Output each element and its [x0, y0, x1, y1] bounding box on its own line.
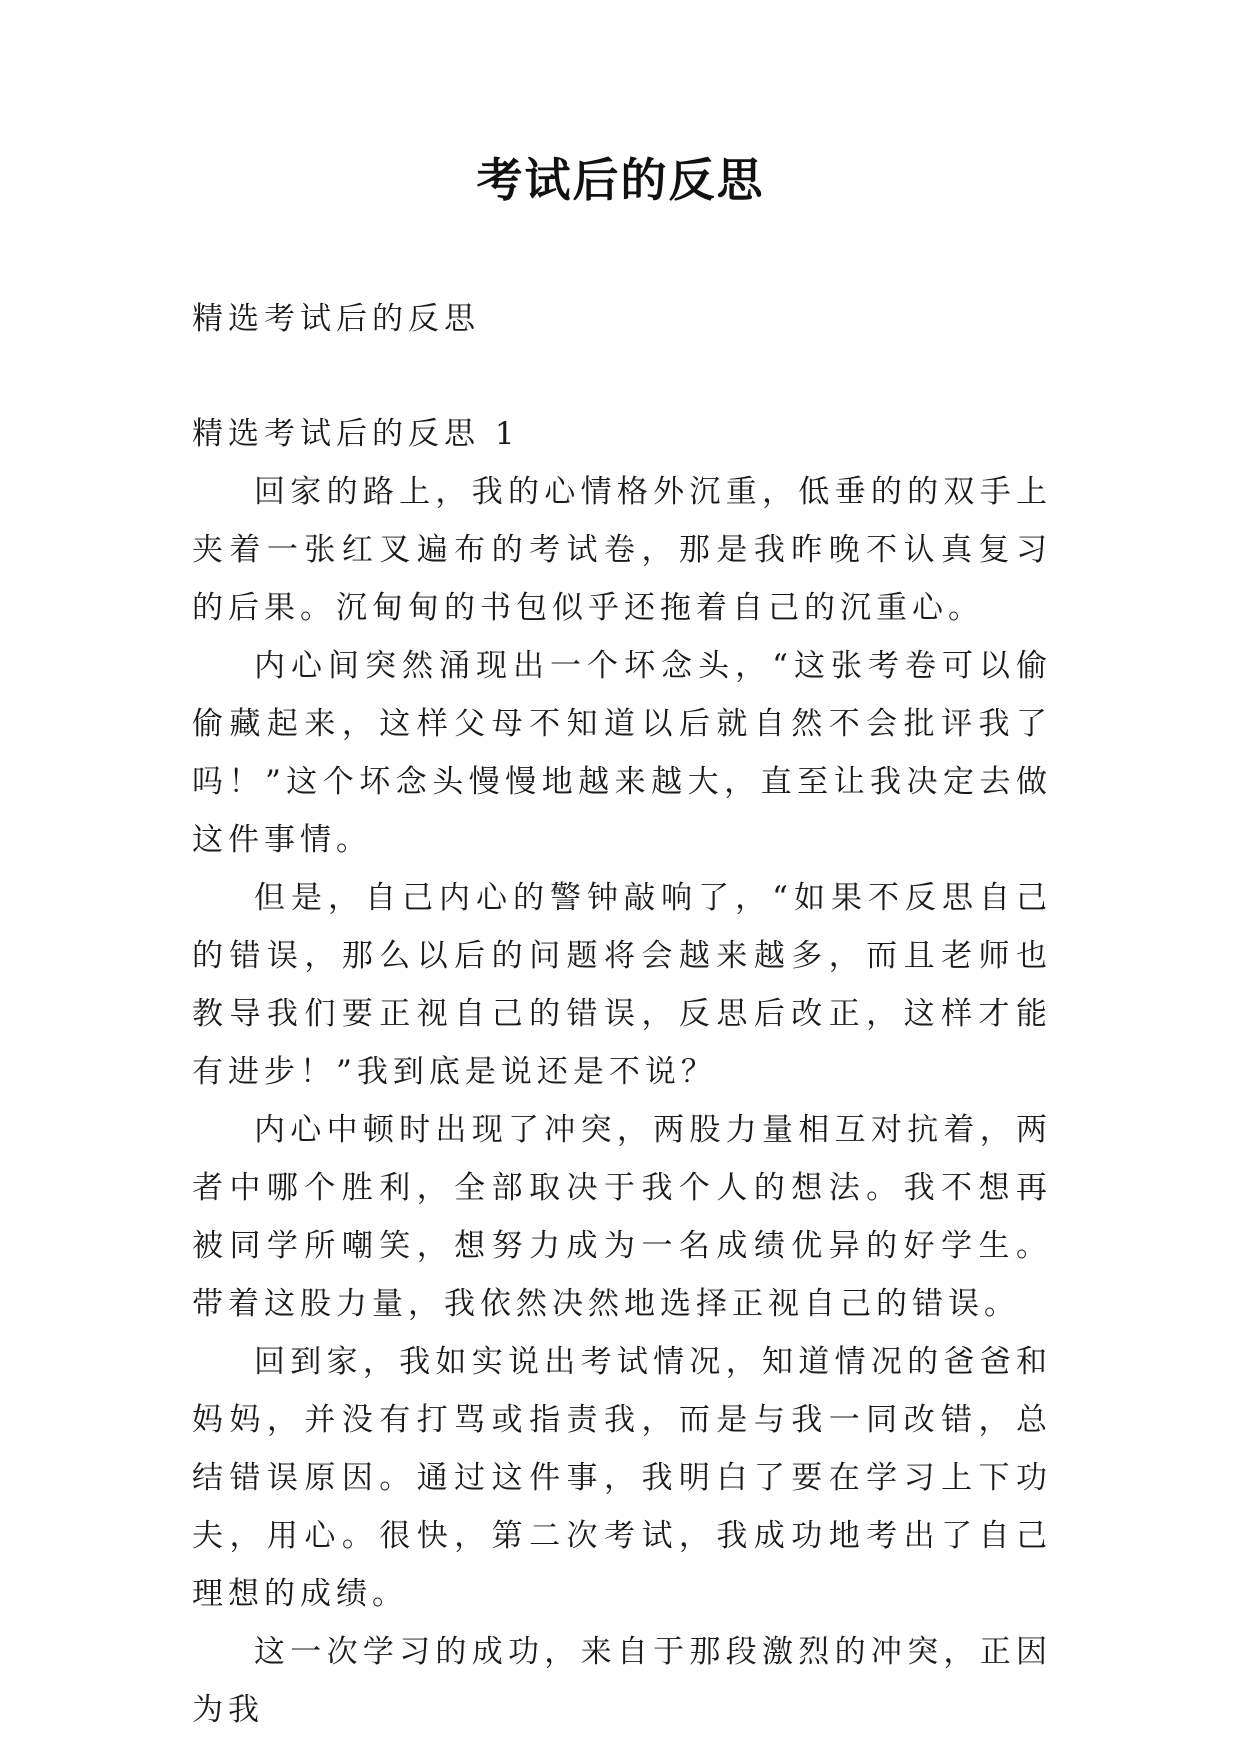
paragraph: 内心中顿时出现了冲突，两股力量相互对抗着，两者中哪个胜利，全部取决于我个人的想法。我不想再被同学所嘲笑，想努力成为一名成绩优异的好学生。带着这股力量，我依然决然地选择正视自己的错误。	[192, 1112, 1052, 1322]
paragraph: 但是，自己内心的警钟敲响了，“如果不反思自己的错误，那么以后的问题将会越来越多，而且老师也教导我们要正视自己的错误，反思后改正，这样才能有进步！”我到底是说还是不说？	[192, 880, 1052, 1090]
paragraph: 回到家，我如实说出考试情况，知道情况的爸爸和妈妈，并没有打骂或指责我，而是与我一同改错，总结错误原因。通过这件事，我明白了要在学习上下功夫，用心。很快，第二次考试，我成功地考出了自己理想的成绩。	[192, 1344, 1052, 1612]
paragraph: 回家的路上，我的心情格外沉重，低垂的的双手上夹着一张红叉遍布的考试卷，那是我昨晚不认真复习的后果。沉甸甸的书包似乎还拖着自己的沉重心。	[192, 474, 1052, 626]
section-heading: 精选考试后的反思 1	[192, 416, 520, 452]
document-title: 考试后的反思	[476, 153, 765, 207]
paragraph: 内心间突然涌现出一个坏念头，“这张考卷可以偷偷藏起来，这样父母不知道以后就自然不会批评我了吗！”这个坏念头慢慢地越来越大，直至让我决定去做这件事情。	[192, 648, 1052, 858]
article-body	[192, 463, 1052, 1728]
document-subtitle: 精选考试后的反思	[192, 301, 480, 337]
paragraph: 这一次学习的成功，来自于那段激烈的冲突，正因为我	[192, 1634, 1052, 1728]
